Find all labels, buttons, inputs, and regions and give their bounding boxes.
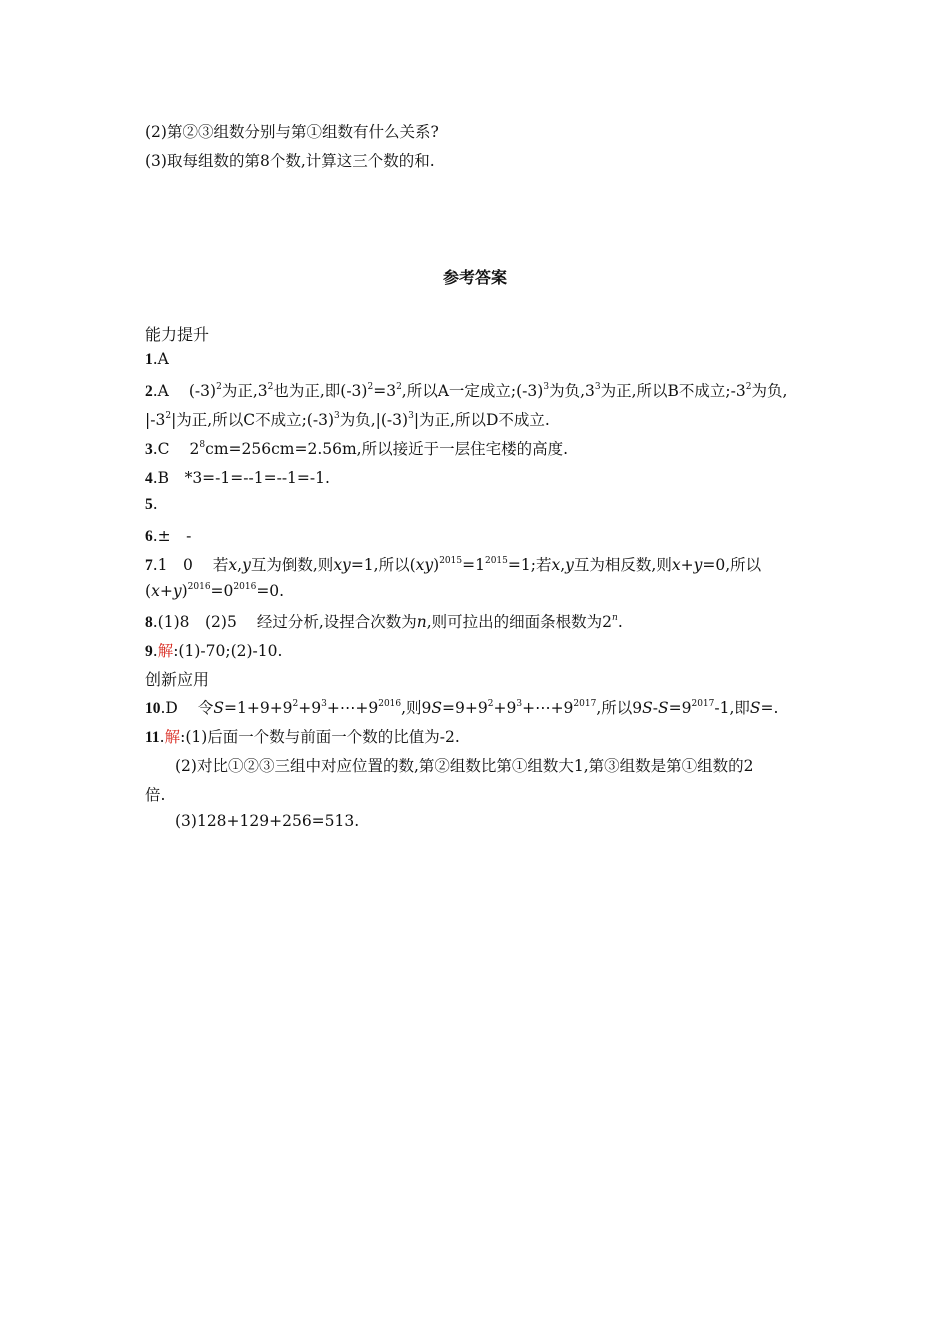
answer-2-cont: $|-3^2|$为正,所以C不成立$;(-3)^3$为负$,|(-3)^3|$为正,所以D不成立. [145,411,550,429]
answer-number: 6 [145,528,153,545]
answer-prefix: .A [152,382,169,400]
section-innovation: 创新应用 [145,670,210,689]
answer-number: 5 [145,496,153,513]
answer-number: 10 [145,700,161,717]
answer-text: . [152,495,158,513]
answer-title: 参考答案 [442,268,507,287]
solution-label: 解 [157,642,174,660]
answer-text: :(1)后面一个数与前面一个数的比值为-2. [180,728,460,746]
answer-prefix: .D [160,699,178,717]
answer-text: .B *3=-1=--1=--1=-1. [152,469,330,487]
answer-3: 3.C $2^8cm=256cm=2.56m$,所以接近于一层住宅楼的高度. [145,440,569,458]
answer-prefix: .C [152,440,170,458]
answer-7: 7.1 0 若x,y互为倒数,则xy=1,所以$(xy)^{2015}=1^{2015}=1$;若x,y互为相反数,则x+y=0,所以 [145,556,762,574]
answer-number: 2 [145,383,153,400]
answer-1 [145,350,169,369]
answer-11: 11.解:(1)后面一个数与前面一个数的比值为-2. [145,728,460,746]
answer-7-cont: $(x+y)^{2016}=0^{2016}=0$. [145,582,285,600]
answer-number: 7 [145,557,153,574]
section-ability: 能力提升 [145,325,210,344]
answer-number: 11 [145,729,160,746]
answer-prefix: .1 0 [152,556,193,574]
answer-5 [145,495,158,514]
question-2: (2)第②③组数分别与第①组数有什么关系? [145,123,439,141]
answer-prefix: .(1)8 (2)5 [152,613,237,631]
answer-text: :(1)-70;(2)-10. [173,642,283,660]
answer-2: 2.A $(-3)^2$为正$,3^2$也为正,即$(-3)^2=3^2$,所以A一定成立$;(-3)^3$为负$,3^3$为正,所以B不成立$;-3^2$为负, [145,382,788,400]
answer-number: 4 [145,470,153,487]
answer-4 [145,466,330,488]
answer-text: .± - [152,527,192,545]
answer-9: 9.解:(1)-70;(2)-10. [145,642,283,660]
answer-number: 8 [145,614,153,631]
answer-11-part2: (2)对比①②③三组中对应位置的数,第②组数比第①组数大1,第③组数是第①组数的2 [175,757,754,775]
answer-8: 8.(1)8 (2)5 经过分析,设捏合次数为n,则可拉出的细面条根数为2$^n$. [145,613,623,631]
question-3: (3)取每组数的第8个数,计算这三个数的和. [145,152,435,170]
answer-number: 3 [145,441,153,458]
answer-10: 10.D 令$S=1+9+9^2+9^3+\cdots+9^{2016}$,则$9S=9+9^2+9^3+\cdots+9^{2017}$,所以$9S-S=9^{2017}-1$,即S=. [145,699,779,717]
answer-text: .A [152,350,169,368]
solution-label: 解 [164,728,181,746]
answer-number: 9 [145,643,153,660]
answer-11-part2-cont: 倍. [145,786,166,804]
answer-number: 1 [145,351,153,368]
answer-6 [145,524,191,546]
answer-11-part3: (3)128+129+256=513. [175,812,360,830]
